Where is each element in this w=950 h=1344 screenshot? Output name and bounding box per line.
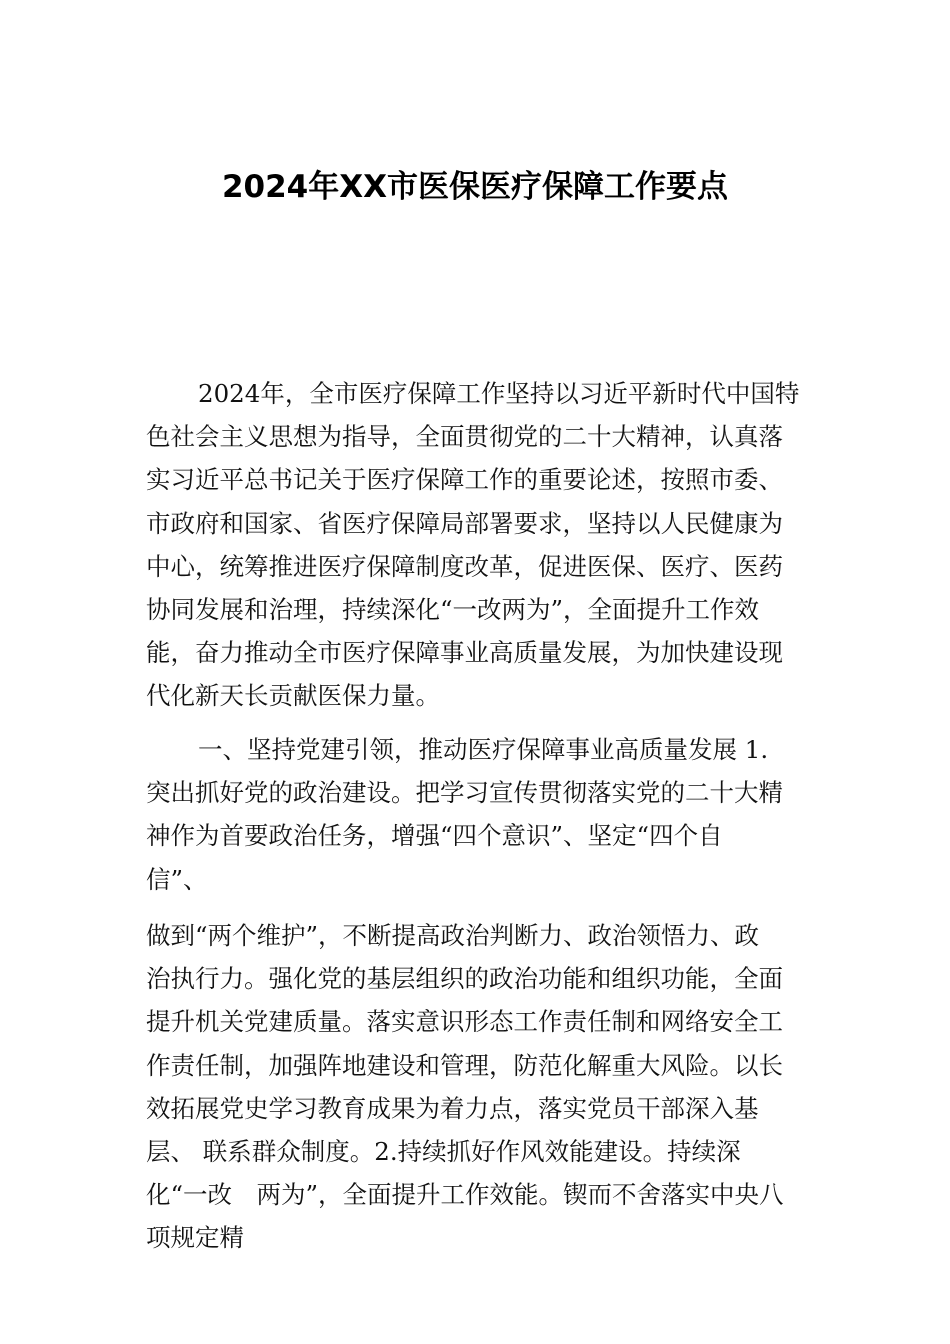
paragraph-line: 市政府和国家、省医疗保障局部署要求，坚持以人民健康为: [146, 508, 783, 538]
document-title: 2024年XX市医保医疗保障工作要点: [221, 169, 729, 205]
paragraph-line: 神作为首要政治任务，增强“四个意识”、坚定“四个自: [146, 821, 723, 851]
paragraph-line: 效拓展党史学习教育成果为着力点，落实党员干部深入基: [146, 1093, 759, 1123]
paragraph-line: 化“一改 两为”，全面提升工作效能。锲而不舍落实中央八: [146, 1180, 784, 1210]
paragraph-line: 项规定精: [146, 1223, 244, 1253]
paragraph-line: 信”、: [146, 864, 208, 894]
paragraph-section-one: [146, 728, 816, 901]
paragraph-line: 层、 联系群众制度。2.持续抓好作风效能建设。持续深: [146, 1136, 741, 1166]
paragraph-line: 2024年，全市医疗保障工作坚持以习近平新时代中国特: [198, 379, 800, 408]
paragraph-line: 色社会主义思想为指导，全面贯彻党的二十大精神，认真落: [146, 422, 783, 452]
paragraph-line: 突出抓好党的政治建设。把学习宣传贯彻落实党的二十大精: [146, 778, 783, 808]
paragraph-line: 治执行力。强化党的基层组织的政治功能和组织功能，全面: [146, 964, 783, 994]
paragraph-intro: [146, 372, 816, 718]
paragraph-line: 能，奋力推动全市医疗保障事业高质量发展，为加快建设现: [146, 638, 783, 668]
paragraph-line: 一、坚持党建引领，推动医疗保障事业高质量发展 1.: [198, 735, 769, 764]
paragraph-line: 作责任制，加强阵地建设和管理，防范化解重大风险。以长: [146, 1050, 783, 1080]
paragraph-line: 实习近平总书记关于医疗保障工作的重要论述，按照市委、: [146, 465, 783, 495]
paragraph-line: 代化新天长贡献医保力量。: [146, 681, 440, 711]
paragraph-line: 协同发展和治理，持续深化“一改两为”，全面提升工作效: [146, 594, 760, 624]
paragraph-continuation: [146, 914, 816, 1260]
paragraph-line: 提升机关党建质量。落实意识形态工作责任制和网络安全工: [146, 1007, 783, 1037]
paragraph-line: 中心，统筹推进医疗保障制度改革，促进医保、医疗、医药: [146, 551, 783, 581]
paragraph-line: 做到“两个维护”，不断提高政治判断力、政治领悟力、政: [146, 921, 760, 950]
